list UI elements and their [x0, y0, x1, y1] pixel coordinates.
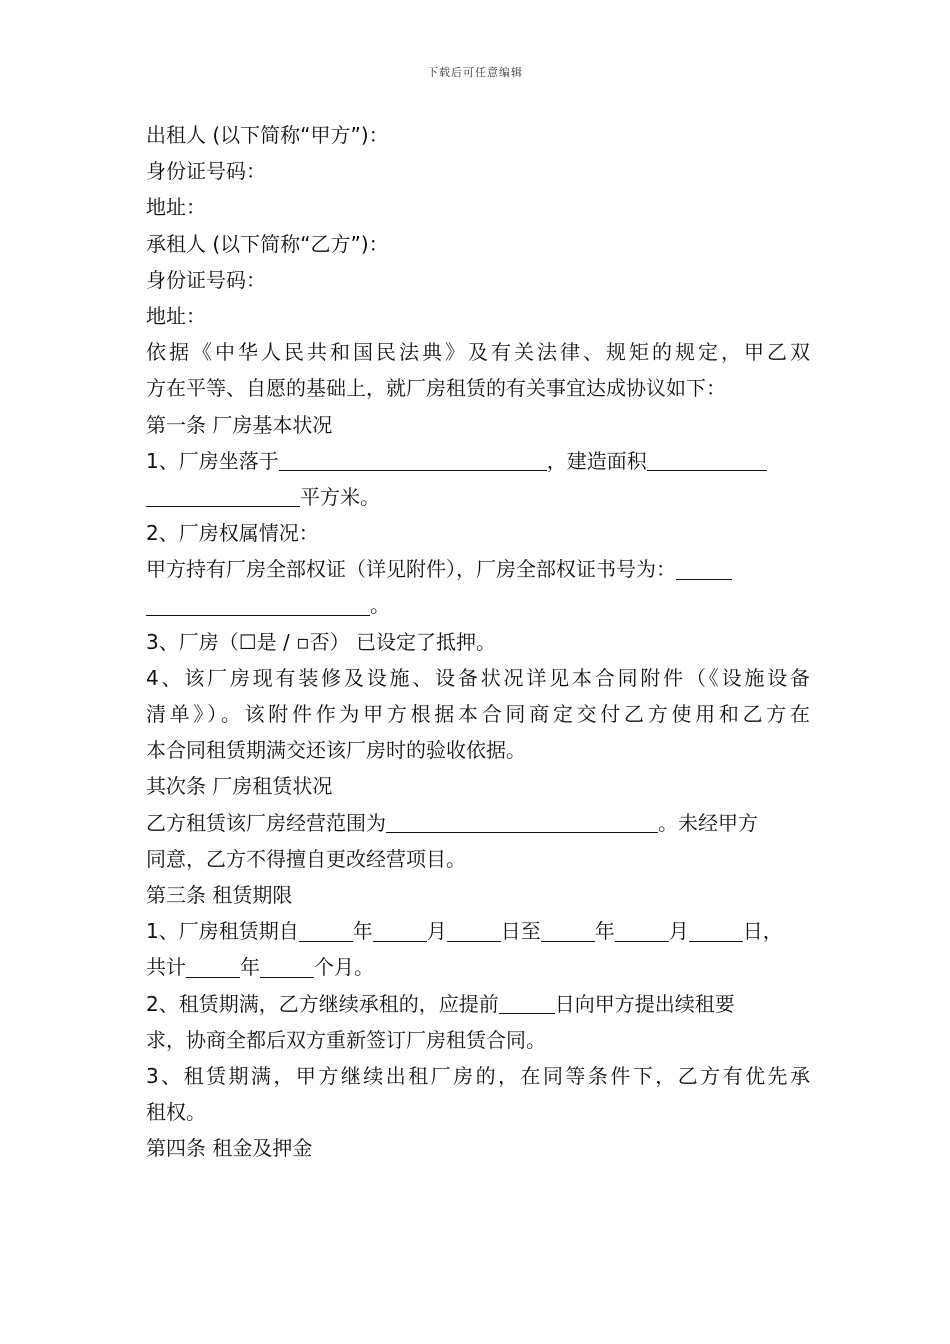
- article-heading: 第三条 租赁期限: [146, 882, 293, 907]
- lessee-id-line: 身份证号码：: [146, 267, 266, 292]
- clause-line: [146, 805, 810, 841]
- clause-line: 2、厂房权属情况：: [146, 521, 319, 546]
- clause-text: 月: [426, 919, 447, 944]
- clause-text: 甲方持有厂房全部权证（详见附件），厂房全部权证书号为：: [146, 557, 676, 582]
- clause-line: 求，协商全都后双方重新签订厂房租赁合同。: [146, 1027, 546, 1052]
- blank-field[interactable]: [447, 920, 501, 942]
- page-header: 下载后可任意编辑: [427, 66, 523, 79]
- clause-text: 个月。: [314, 955, 374, 980]
- clause-text: 。: [370, 593, 390, 618]
- blank-field[interactable]: [299, 920, 353, 942]
- clause-line: [146, 949, 810, 985]
- article-heading: 第四条 租金及押金: [146, 1136, 313, 1161]
- lessor-line: 出租人 (以下简称“甲方”)：: [146, 123, 389, 147]
- clause-line: [146, 443, 810, 479]
- blank-field[interactable]: [146, 485, 300, 507]
- preamble-line: 依据《中华人民共和国民法典》及有关法律、规矩的规定，甲乙双: [146, 340, 810, 365]
- clause-text: 年: [594, 919, 615, 944]
- blank-field[interactable]: [676, 558, 732, 580]
- preamble-line: 方在平等、自愿的基础上，就厂房租赁的有关事宜达成协议如下：: [146, 376, 726, 401]
- clause-line: [146, 587, 810, 623]
- blank-field[interactable]: [260, 956, 314, 978]
- contract-body: [146, 117, 810, 1166]
- clause-text: 1、厂房坐落于: [146, 448, 279, 473]
- clause-text: 平方米。: [300, 484, 380, 509]
- clause-text: 年: [352, 919, 373, 944]
- clause-line: [146, 479, 810, 515]
- blank-field[interactable]: [146, 594, 370, 616]
- blank-field[interactable]: [541, 920, 595, 942]
- blank-field[interactable]: [279, 449, 547, 471]
- clause-text: ，建造面积: [546, 448, 647, 473]
- clause-text: 月: [668, 919, 689, 944]
- clause-line: 同意，乙方不得擅自更改经营项目。: [146, 846, 466, 871]
- blank-field[interactable]: [373, 920, 427, 942]
- lessee-address-line: 地址：: [146, 303, 206, 328]
- clause-line: [146, 986, 810, 1022]
- blank-field[interactable]: [386, 811, 658, 833]
- clause-text: 2、租赁期满，乙方继续承租的，应提前: [146, 991, 499, 1016]
- lessor-address-line: 地址：: [146, 195, 206, 220]
- clause-text: 日至: [500, 919, 541, 944]
- blank-field[interactable]: [499, 992, 555, 1014]
- article-heading: 第一条 厂房基本状况: [146, 412, 333, 437]
- lessor-id-line: 身份证号码：: [146, 159, 266, 184]
- clause-line: 租权。: [146, 1100, 206, 1125]
- clause-line: [146, 551, 810, 587]
- blank-field[interactable]: [647, 449, 767, 471]
- clause-line: [146, 913, 810, 949]
- clause-text: 乙方租赁该厂房经营范围为: [146, 810, 386, 835]
- article-heading: 其次条 厂房租赁状况: [146, 774, 333, 799]
- clause-text: 日向甲方提出续租要: [554, 991, 735, 1016]
- clause-line: 3、租赁期满，甲方继续出租厂房的，在同等条件下，乙方有优先承: [146, 1063, 810, 1088]
- clause-line: 4、该厂房现有装修及设施、设备状况详见本合同附件（《设施设备: [146, 665, 810, 690]
- clause-text: 年: [240, 955, 260, 980]
- clause-line: 3、厂房（☐是 / ▫否） 已设定了抵押。: [146, 629, 497, 654]
- clause-text: 。未经甲方: [658, 810, 758, 835]
- clause-text: 共计: [146, 955, 186, 980]
- clause-line: 清单》）。该附件作为甲方根据本合同商定交付乙方使用和乙方在: [146, 702, 810, 726]
- clause-text: 日，: [742, 919, 783, 944]
- clause-text: 1、厂房租赁期自: [146, 919, 299, 944]
- clause-line: 本合同租赁期满交还该厂房时的验收依据。: [146, 738, 526, 763]
- blank-field[interactable]: [689, 920, 743, 942]
- blank-field[interactable]: [186, 956, 240, 978]
- blank-field[interactable]: [615, 920, 669, 942]
- lessee-line: 承租人 (以下简称“乙方”)：: [146, 231, 389, 256]
